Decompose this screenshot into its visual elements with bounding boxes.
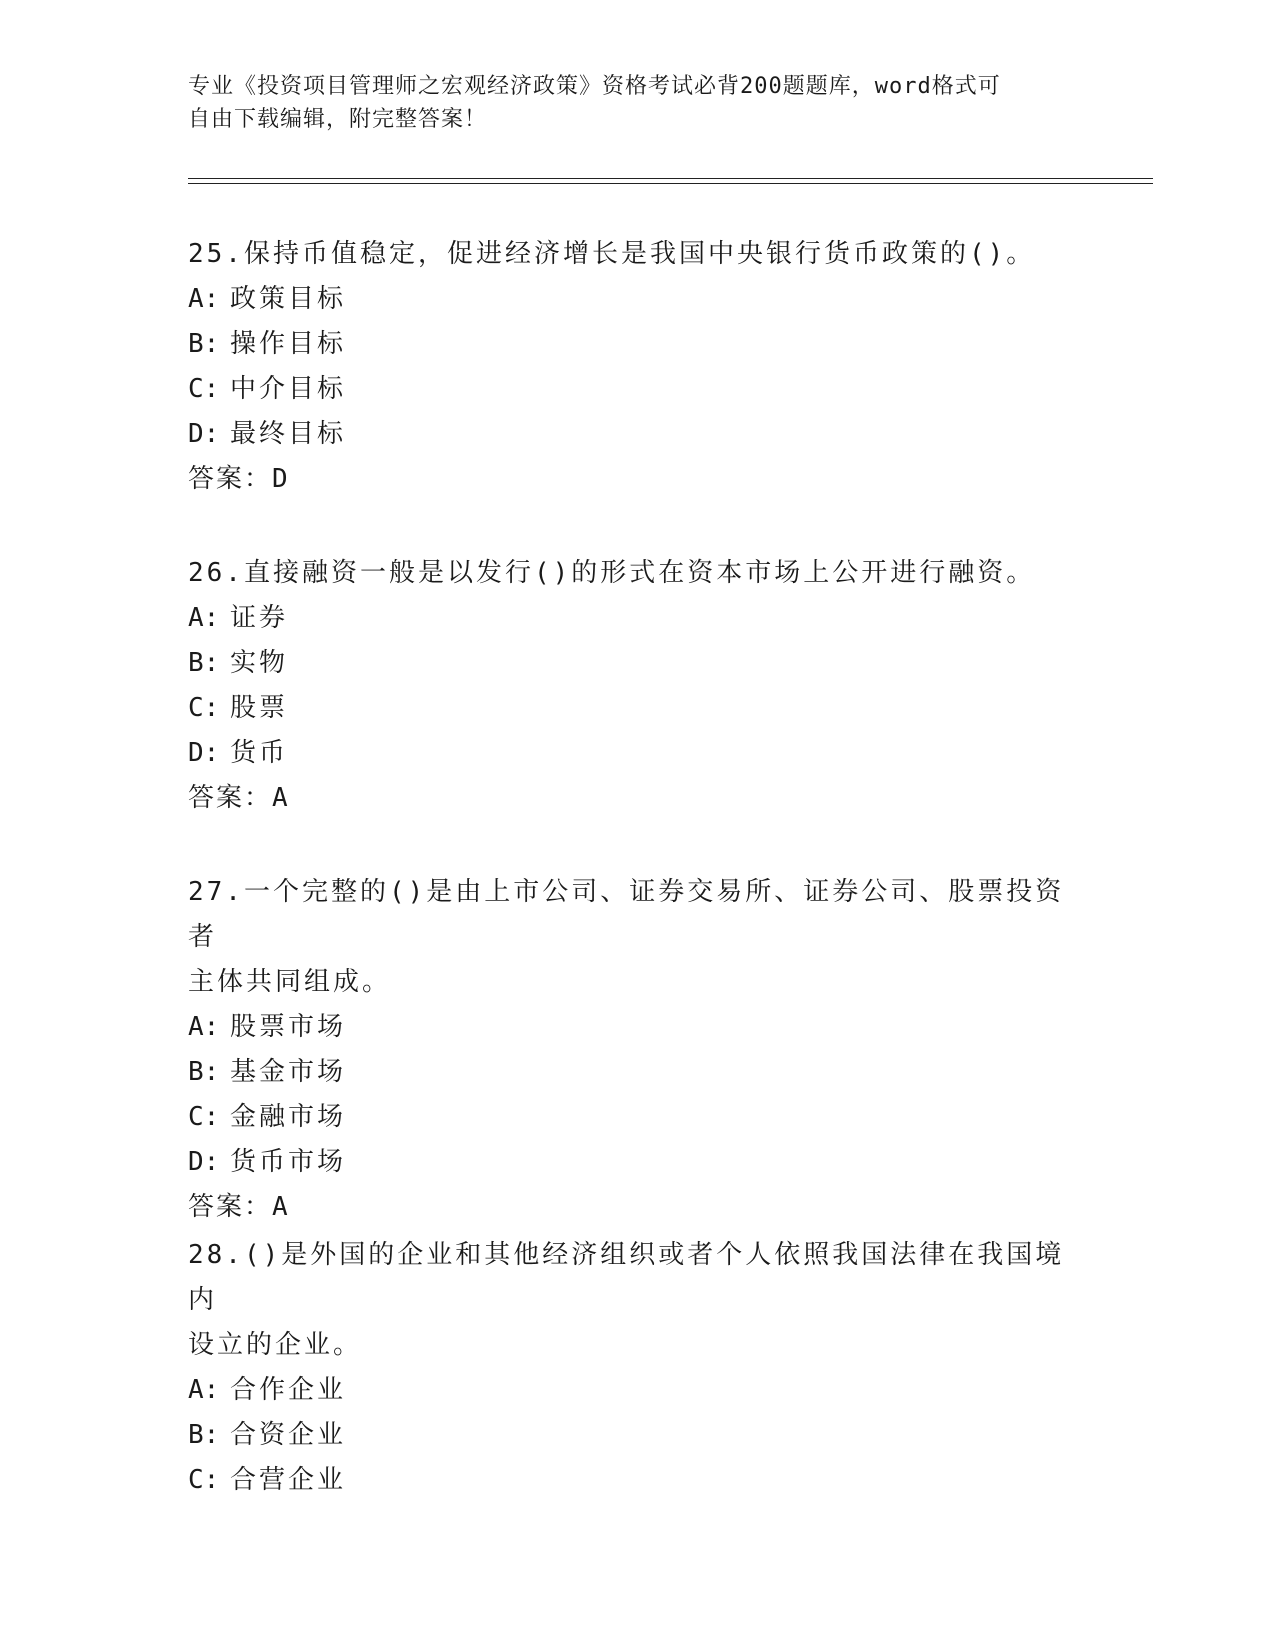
option-c: C: 金融市场	[188, 1102, 347, 1132]
option-c: C: 中介目标	[188, 374, 347, 404]
question-27	[188, 870, 1088, 1230]
option-c: C: 合营企业	[188, 1465, 347, 1495]
option-b: B: 实物	[188, 648, 289, 678]
header-divider-bottom	[188, 183, 1153, 184]
option-c: C: 股票	[188, 693, 289, 723]
option-d: D: 货币市场	[188, 1147, 347, 1177]
question-stem: 26.直接融资一般是以发行()的形式在资本市场上公开进行融资。	[188, 558, 1036, 588]
question-25	[188, 232, 1088, 502]
option-a: A: 政策目标	[188, 284, 347, 314]
header-line-2: 自由下载编辑，附完整答案！	[188, 107, 488, 132]
question-stem: 25.保持币值稳定，促进经济增长是我国中央银行货币政策的()。	[188, 239, 1036, 269]
option-b: B: 操作目标	[188, 329, 347, 359]
option-d: D: 最终目标	[188, 419, 347, 449]
header-line-1: 专业《投资项目管理师之宏观经济政策》资格考试必背200题题库，word格式可	[188, 74, 1001, 99]
option-b: B: 合资企业	[188, 1420, 347, 1450]
option-b: B: 基金市场	[188, 1057, 347, 1087]
question-28	[188, 1233, 1088, 1503]
answer-line: 答案：A	[188, 1192, 290, 1222]
answer-line: 答案：D	[188, 464, 290, 494]
option-a: A: 合作企业	[188, 1375, 347, 1405]
question-26	[188, 551, 1088, 821]
document-header	[188, 70, 1088, 136]
question-stem-line-1: 27.一个完整的()是由上市公司、证券交易所、证券公司、股票投资者	[188, 877, 1065, 952]
question-stem-line-2: 设立的企业。	[188, 1330, 363, 1360]
option-a: A: 证券	[188, 603, 289, 633]
option-d: D: 货币	[188, 738, 289, 768]
option-a: A: 股票市场	[188, 1012, 347, 1042]
question-stem-line-2: 主体共同组成。	[188, 967, 392, 997]
answer-line: 答案：A	[188, 783, 290, 813]
header-divider-top	[188, 178, 1153, 179]
question-stem-line-1: 28.()是外国的企业和其他经济组织或者个人依照我国法律在我国境内	[188, 1240, 1065, 1315]
